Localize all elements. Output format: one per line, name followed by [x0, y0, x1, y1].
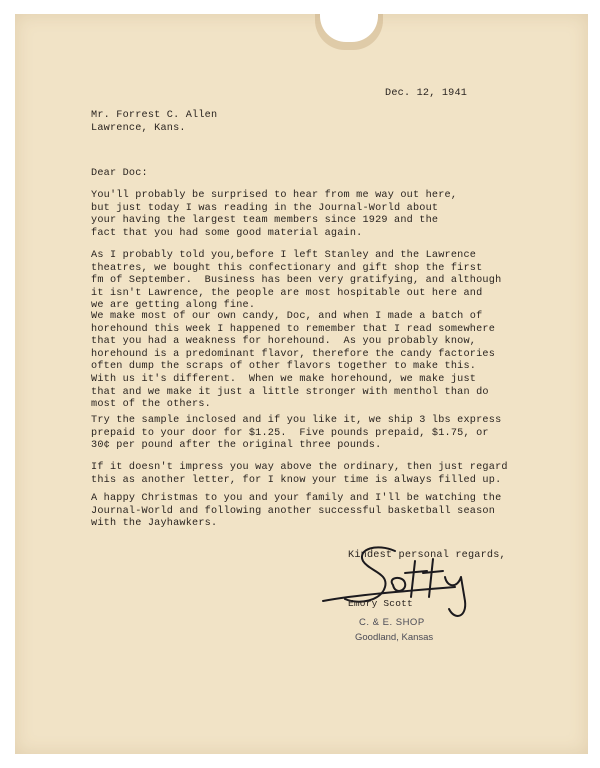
- paragraph-4: Try the sample inclosed and if you like it, we ship 3 lbs express prepaid to your door for $1.25. Five pounds prepaid, $1.75, or 30¢ per pound after the original three pounds.: [91, 415, 502, 452]
- letter-page: [15, 14, 588, 754]
- paragraph-2: As I probably told you,before I left Stanley and the Lawrence theatres, we bought this confectionary and gift shop the first fm of September. Business has been very gratifying, and although it isn't Lawrence, the people are most hospitable out here and we are getting along fine.: [91, 250, 502, 312]
- paragraph-6: A happy Christmas to you and your family and I'll be watching the Journal-World and following another successful basketball season with the Jayhawkers.: [91, 493, 502, 530]
- salutation: Dear Doc:: [91, 168, 148, 179]
- recipient-city: Lawrence, Kans.: [91, 122, 186, 134]
- recipient-name: Mr. Forrest C. Allen: [91, 110, 218, 121]
- town-stamp: Goodland, Kansas: [355, 632, 434, 643]
- recipient-address: [91, 110, 217, 135]
- typed-signature: Emory Scott: [348, 598, 413, 609]
- paragraph-1: You'll probably be surprised to hear from me way out here, but just today I was reading in the Journal-World about your having the largest team members since 1929 and the fact that you had some good material again.: [91, 190, 458, 239]
- handwritten-signature: [315, 539, 485, 629]
- shop-stamp: C. & E. SHOP: [359, 617, 425, 628]
- paragraph-5: If it doesn't impress you way above the ordinary, then just regard this as another letter, for I know your time is always filled up.: [91, 462, 508, 486]
- paragraph-3: We make most of our own candy, Doc, and when I made a batch of horehound this week I happened to remember that I read somewhere that you had a weakness for horehound. As you probably know, horehound is a predominant flavor, therefore the candy factories often dump the scraps of other flavors together to make this. With us it's different. When we make horehound, we make just that and we make it just a little stronger with menthol than do most of the others.: [91, 311, 496, 411]
- closing: Kindest personal regards,: [348, 550, 506, 561]
- letter-date: Dec. 12, 1941: [385, 88, 468, 99]
